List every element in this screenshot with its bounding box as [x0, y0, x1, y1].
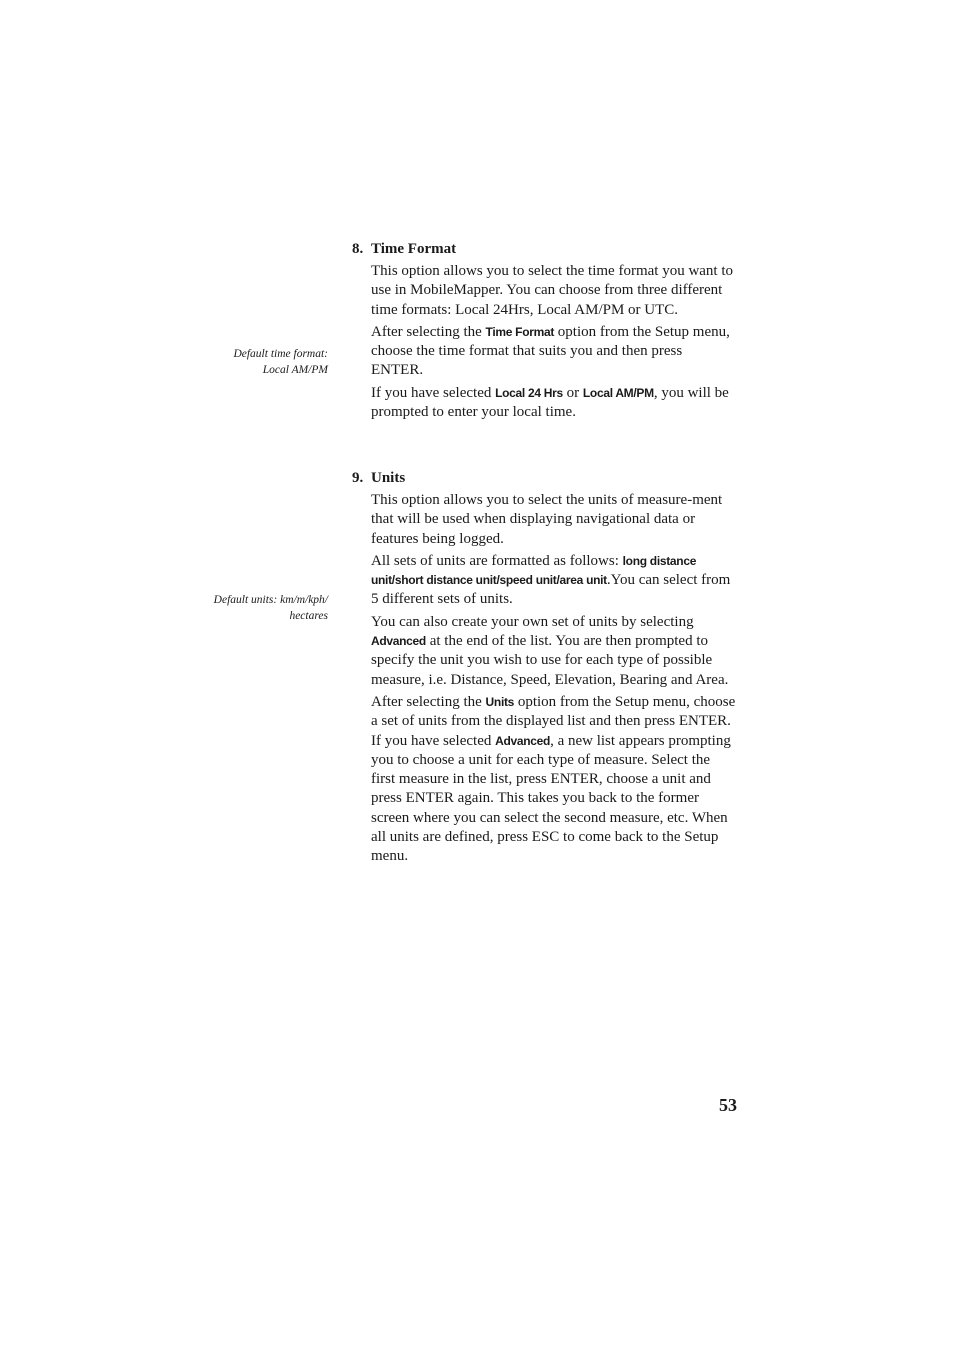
margin-note-line: Default time format:	[233, 348, 328, 360]
section-number: 9.	[352, 470, 364, 486]
margin-note-line: Local AM/PM	[262, 364, 328, 376]
section-units	[352, 469, 738, 867]
paragraph: All sets of units are formatted as follows: long distance unit/short distance unit/speed unit/area unit.You can select from 5 different sets of units.	[371, 552, 731, 608]
paragraph: After selecting the Time Format option from the Setup menu, choose the time format that suits you and then press ENTER.	[371, 323, 730, 379]
ui-term: Advanced	[495, 733, 551, 748]
margin-note-time	[158, 346, 328, 378]
paragraph: This option allows you to select the units of measure-ment that will be used when displaying navigational data or features being logged.	[371, 492, 723, 547]
ui-term: Time Format	[485, 324, 555, 339]
margin-note-line: Default units: km/m/kph/	[213, 594, 328, 606]
ui-term: Local 24 Hrs	[495, 385, 563, 400]
margin-note-units	[158, 592, 328, 624]
section-heading	[352, 240, 738, 259]
margin-note-line: hectares	[289, 610, 328, 622]
paragraph: You can also create your own set of units by selecting Advanced at the end of the list. You are then prompted to specify the unit you wish to use for each type of possible measure, i.e. Distance, Speed, Elevation, Bearing and Area.	[371, 613, 729, 688]
ui-term: Units	[485, 694, 515, 709]
page-number: 53	[719, 1095, 737, 1115]
section-title: Units	[371, 470, 406, 486]
ui-term: Advanced	[371, 634, 426, 649]
section-number: 8.	[352, 241, 364, 257]
ui-term: long distance unit/short distance unit/speed unit/area unit	[371, 553, 697, 588]
paragraph: This option allows you to select the time format you want to use in MobileMapper. You can choose from three different time formats: Local 24Hrs, Local AM/PM or UTC.	[371, 263, 734, 318]
section-heading	[352, 469, 738, 488]
ui-term: Local AM/PM	[582, 385, 654, 400]
paragraph: If you have selected Local 24 Hrs or Local AM/PM, you will be prompted to enter your local time.	[371, 384, 729, 421]
section-time-format	[352, 240, 738, 422]
paragraph: After selecting the Units option from the Setup menu, choose a set of units from the displayed list and then press ENTER. If you have selected Advanced, a new list appears prompting you to choose a unit for each type of measure. Select the first measure in the list, press ENTER, choose a unit and press ENTER again. This takes you back to the former screen where you can select the second measure, etc. When all units are defined, press ESC to come back to the Setup menu.	[371, 693, 736, 865]
section-title: Time Format	[371, 241, 457, 257]
